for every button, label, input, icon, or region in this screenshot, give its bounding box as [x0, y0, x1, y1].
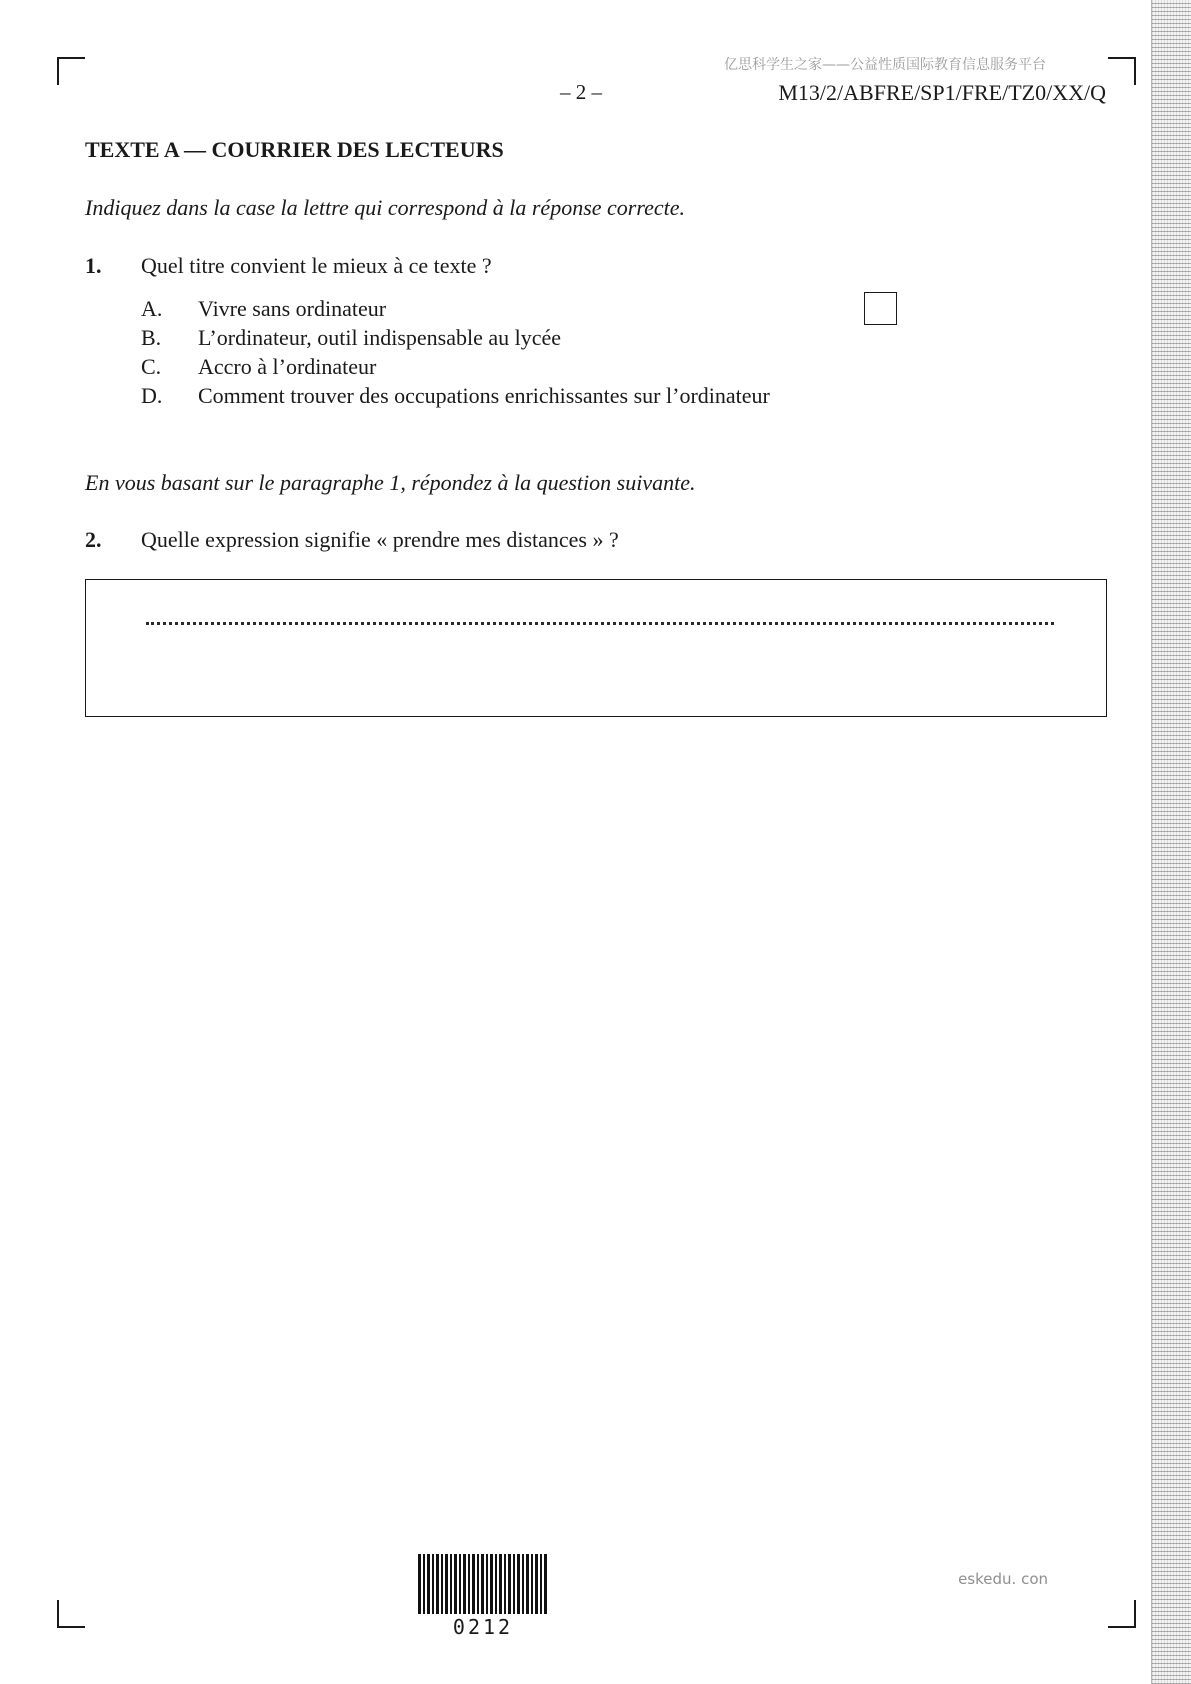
- option-letter: A.: [141, 296, 163, 321]
- exam-code: M13/2/ABFRE/SP1/FRE/TZ0/XX/Q: [778, 80, 1106, 105]
- crop-mark-bottom-right: [1108, 1600, 1136, 1628]
- option-letter: C.: [141, 354, 162, 379]
- option-text: Comment trouver des occupations enrichissantes sur l’ordinateur: [198, 383, 770, 408]
- instruction-part1: Indiquez dans la case la lettre qui correspond à la réponse correcte.: [85, 195, 686, 220]
- barcode-icon: [418, 1554, 548, 1614]
- page-number: – 2 –: [560, 80, 602, 104]
- question-1-answer-box[interactable]: [864, 292, 897, 325]
- question-1-number: 1.: [85, 253, 102, 278]
- question-2-number: 2.: [85, 527, 102, 552]
- crop-mark-top-right: [1108, 57, 1136, 85]
- section-title: TEXTE A — COURRIER DES LECTEURS: [85, 137, 504, 162]
- footer-watermark: eskedu. con: [958, 1570, 1048, 1588]
- option-text: Accro à l’ordinateur: [198, 354, 377, 379]
- option-text: Vivre sans ordinateur: [198, 296, 387, 321]
- crop-mark-top-left: [57, 57, 85, 85]
- margin-strip: [1151, 0, 1191, 1684]
- barcode-number: 0212: [452, 1615, 514, 1639]
- option-text: L’ordinateur, outil indispensable au lycée: [198, 325, 562, 350]
- question-2-answer-box[interactable]: [85, 579, 1107, 717]
- question-1-text: Quel titre convient le mieux à ce texte ?: [141, 253, 492, 278]
- option-letter: D.: [141, 383, 163, 408]
- answer-dotted-line[interactable]: [146, 622, 1054, 625]
- question-2-text: Quelle expression signifie « prendre mes distances » ?: [141, 527, 619, 552]
- header-watermark: 亿思科学生之家——公益性质国际教育信息服务平台: [724, 57, 1046, 73]
- crop-mark-bottom-left: [57, 1600, 85, 1628]
- option-letter: B.: [141, 325, 162, 350]
- instruction-part2: En vous basant sur le paragraphe 1, répondez à la question suivante.: [85, 470, 696, 495]
